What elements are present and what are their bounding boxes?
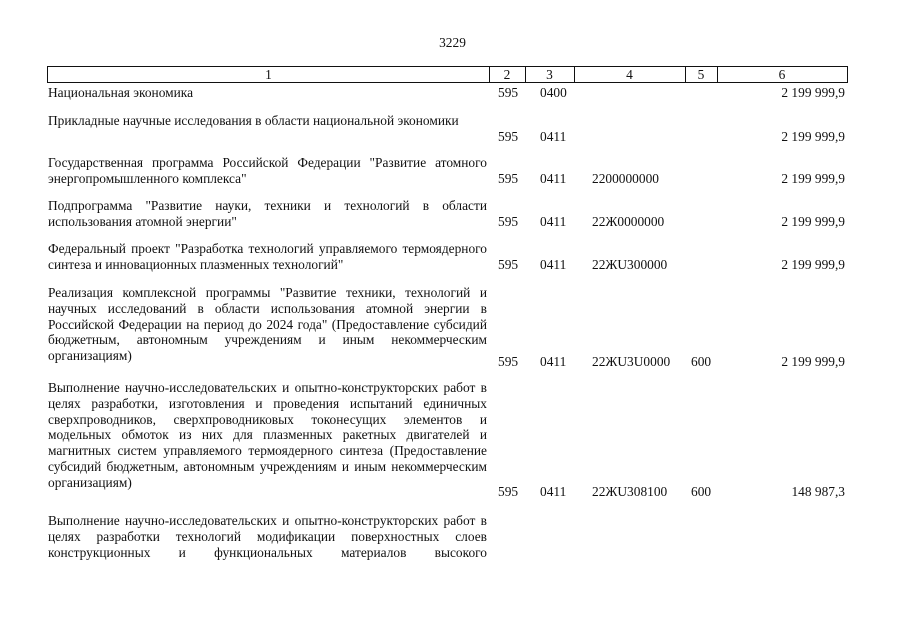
row-col-3: 0411 [540, 257, 567, 272]
row-col-6: 2 199 999,9 [781, 257, 845, 272]
row-col-3: 0411 [540, 354, 567, 369]
header-col-5: 5 [697, 67, 705, 82]
header-col-6: 6 [778, 67, 786, 82]
row-col-3: 0411 [540, 171, 567, 186]
row-col-2: 595 [498, 171, 519, 186]
header-col-1: 1 [265, 67, 272, 82]
row-col-5: 600 [691, 354, 712, 369]
row-col-4: 22ЖU300000 [592, 257, 668, 272]
row-col-6: 148 987,3 [791, 484, 845, 499]
row-col-5: 600 [691, 484, 712, 499]
row-name: Федеральный проект "Разработка технологий управляемого термоядерного синтеза и инновационных плазменных технологий" [48, 241, 487, 272]
row-col-2: 595 [498, 214, 519, 229]
header-col-3: 3 [546, 67, 553, 82]
page-number: 3229 [439, 35, 466, 50]
row-name: Выполнение научно-исследовательских и опытно-конструкторских работ в целях разработки, изготовления и проведения испытаний единичных сверхпроводников, сверхпроводниковых токонесущих элементов и модельных обмоток из них для плазменных ракетных двигателей и магнитных систем управляемого термоядерного синтеза (Предоставление субсидий бюджетным, автономным учреждениям и иным некоммерческим организациям) [48, 380, 487, 490]
row-col-4: 2200000000 [592, 171, 659, 186]
row-col-3: 0411 [540, 129, 567, 144]
table-header [47, 66, 848, 83]
row-name: Реализация комплексной программы "Развитие техники, технологий и научных исследований в области использования атомной энергии в Российской Федерации на период до 2024 года" (Предоставление субсидий бюджетным, автономным учреждениям и иным некоммерческим организациям) [48, 285, 487, 364]
header-col-4: 4 [626, 67, 633, 82]
row-name: Государственная программа Российской Федерации "Развитие атомного энергопромышленного комплекса" [48, 155, 487, 186]
row-col-3: 0400 [540, 85, 567, 100]
row-col-4: 22ЖU3U0000 [592, 354, 671, 369]
row-col-2: 595 [498, 257, 519, 272]
row-col-2: 595 [498, 129, 519, 144]
row-col-2: 595 [498, 484, 519, 499]
row-col-6: 2 199 999,9 [781, 214, 845, 229]
row-col-3: 0411 [540, 484, 567, 499]
row-col-6: 2 199 999,9 [781, 354, 845, 369]
row-col-3: 0411 [540, 214, 567, 229]
row-col-4: 22Ж0000000 [592, 214, 665, 229]
row-col-2: 595 [498, 354, 519, 369]
row-name: Национальная экономика [48, 85, 194, 100]
row-name: Подпрограмма "Развитие науки, техники и технологий в области использования атомной энергии" [48, 198, 487, 229]
row-col-2: 595 [498, 85, 519, 100]
header-col-2: 2 [503, 67, 511, 82]
row-col-6: 2 199 999,9 [781, 85, 845, 100]
row-col-4: 22ЖU308100 [592, 484, 668, 499]
row-name: Выполнение научно-исследовательских и опытно-конструкторских работ в целях разработки технологий модификации поверхностных слоев конструкционных и функциональных материалов высокого [48, 513, 487, 560]
row-name: Прикладные научные исследования в области национальной экономики [48, 113, 459, 128]
row-col-6: 2 199 999,9 [781, 129, 845, 144]
row-col-6: 2 199 999,9 [781, 171, 845, 186]
